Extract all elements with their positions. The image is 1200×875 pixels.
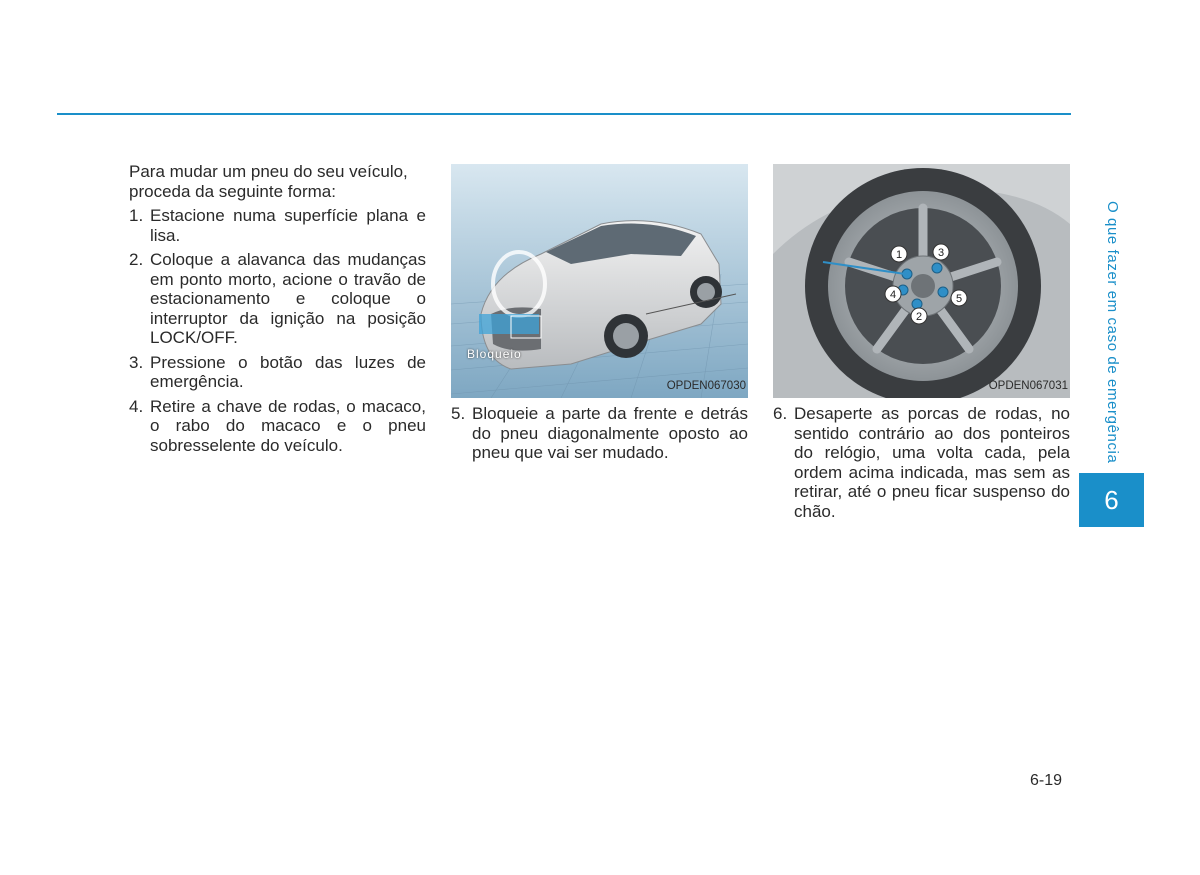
nut-label-4: 4 — [889, 289, 897, 301]
nut-label-1: 1 — [895, 249, 903, 261]
step-number: 1. — [129, 206, 144, 225]
step-text: Coloque a alavanca das mudanças em ponto morto, acione o travão de estacionamento e coloque o interruptor da ignição na posição LOCK/OFF. — [150, 250, 426, 347]
column-1 — [129, 162, 426, 460]
step-1 — [129, 206, 426, 245]
intro-paragraph: Para mudar um pneu do seu veículo, proceda da seguinte forma: — [129, 162, 408, 201]
step-number: 2. — [129, 250, 144, 269]
step-text: Estacione numa superfície plana e lisa. — [150, 206, 426, 245]
figure-code: OPDEN067030 — [666, 379, 746, 392]
chapter-title: O que fazer em caso de emergência — [1104, 201, 1121, 464]
step-number: 3. — [129, 352, 144, 372]
nut-label-2: 2 — [915, 311, 923, 323]
step-text: Retire a chave de rodas, o macaco, o rabo do macaco e o pneu sobresselente do veículo. — [150, 396, 426, 455]
figure-code: OPDEN067031 — [988, 379, 1068, 392]
step-4 — [129, 397, 426, 456]
step-2 — [129, 250, 426, 348]
step-number: 5. — [451, 404, 466, 423]
step-6 — [773, 404, 1070, 521]
step-3 — [129, 353, 426, 392]
nut-label-3: 3 — [937, 247, 945, 259]
column-3 — [773, 162, 1070, 526]
figure-car-wheel-block — [451, 164, 748, 398]
header-rule — [57, 113, 1071, 115]
column-2 — [451, 162, 748, 468]
page-number: 6-19 — [1030, 772, 1063, 789]
step-text: Pressione o botão das luzes de emergência. — [150, 352, 426, 391]
step-number: 4. — [129, 396, 144, 416]
step-number: 6. — [773, 404, 788, 423]
chapter-tab: 6 — [1079, 473, 1144, 527]
step-5 — [451, 404, 748, 463]
figure-label-block: Bloqueio — [467, 346, 522, 361]
wheel-illustration — [773, 164, 1070, 398]
step-text: Desaperte as porcas de rodas, no sentido contrário ao dos ponteiros do relógio, uma volta cada, pela ordem acima indicada, mas sem as retirar, até o pneu ficar suspenso do chão. — [794, 404, 1070, 521]
figure-wheel-nuts — [773, 164, 1070, 398]
step-text: Bloqueie a parte da frente e detrás do pneu diagonalmente oposto ao pneu que vai ser mudado. — [472, 404, 748, 462]
nut-label-5: 5 — [955, 293, 963, 305]
